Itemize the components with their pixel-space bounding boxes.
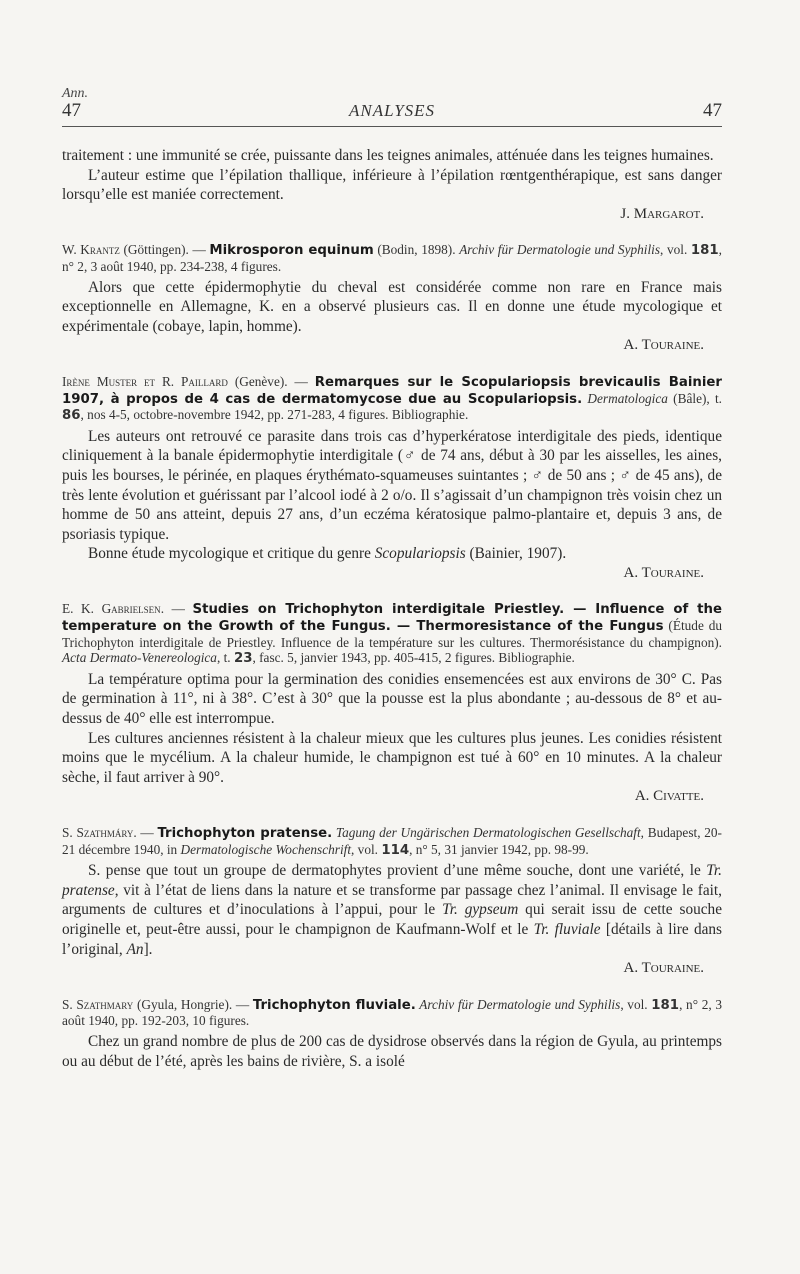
paragraph: Alors que cette épidermophytie du cheval est considérée comme non rare en France mais exceptionnelle en Allemagne, K. en a observé plusieurs cas. Il en donne une étude mycologique et expérimentale (cobaye, lapin, homme). <box>62 278 722 335</box>
paragraph: Chez un grand nombre de plus de 200 cas de dysidrose observés dans la région de Gyula, au printemps ou au début de l’été, après les bains de rivière, S. a isolé <box>62 1032 722 1070</box>
paragraph: L’auteur estime que l’épilation thallique, inférieure à l’épilation rœntgenthérapique, est sans danger lorsqu’elle est maniée correctement. <box>62 166 722 204</box>
author: S. Szathmary <box>62 996 134 1012</box>
reference-entry: Irène Muster et R. Paillard (Genève). — Remarques sur le Scopulariopsis brevicaulis Bainier 1907, à propos de 4 cas de dermatomycose due au Scopulariopsis. Dermatologica (Bâle), t. 86, nos 4-5, octobre-novembre 1942, pp. 271-283, 4 figures. Bibliographie. <box>62 373 722 424</box>
author: E. K. Gabrielsen <box>62 601 161 617</box>
journal-name: Acta Dermato-Venereologica <box>62 650 217 666</box>
page-number-right: 47 <box>703 100 722 121</box>
reference-entry: E. K. Gabrielsen. — Studies on Trichophyton interdigitale Priestley. — Influence of the temperature on the Growth of the Fungus. — Thermoresistance of the Fungus (Étude du Trichophyton interdigitale de Priestley. Influence de la température sur les cultures. Thermorésistance du champignon). Acta Dermato-Venereologica, t. 23, fasc. 5, janvier 1943, pp. 405-415, 2 figures. Bibliographie. <box>62 601 722 667</box>
page-number-left: 47 <box>62 100 81 121</box>
journal-name: Dermatologica <box>582 390 668 406</box>
handwritten-annotation: Ann. <box>62 86 89 101</box>
page-body <box>62 146 722 1071</box>
paragraph: Les cultures anciennes résistent à la chaleur mieux que les cultures plus jeunes. Les conidies résistent moins que le mycélium. A la chaleur humide, le champignon est tué à 60° en 10 minutes. A la chaleur sèche, il faut arriver à 90°. <box>62 729 722 786</box>
signature: J. Margarot. <box>620 205 704 222</box>
article-title: Trichophyton fluviale. <box>252 997 416 1013</box>
reference-entry: S. Szathmáry. — Trichophyton pratense. Tagung der Ungärischen Dermatologischen Gesellschaft, Budapest, 20-21 décembre 1940, in Dermatologische Wochenschrift, vol. 114, n° 5, 31 janvier 1942, pp. 98-99. <box>62 825 722 858</box>
signature: A. Touraine. <box>623 564 704 581</box>
paragraph: La température optima pour la germination des conidies ensemencées est aux environs de 30° C. Pas de germination à 11°, ni à 38°. C’est à 30° que la pousse est la plus abondante ; au-dessous de 8° et au-dessus de 40° elle est interrompue. <box>62 670 722 728</box>
journal-name: Archiv für Dermatologie und Syphilis <box>415 996 621 1012</box>
reference-entry: W. Krantz (Göttingen). — Mikrosporon equinum (Bodin, 1898). Archiv für Dermatologie und Syphilis, vol. 181, n° 2, 3 août 1940, pp. 234-238, 4 figures. <box>62 242 722 274</box>
signature: A. Touraine. <box>623 337 704 354</box>
author: S. Szathmáry <box>62 825 134 840</box>
paragraph: S. pense que tout un groupe de dermatophytes provient d’une même souche, dont une variété, le Tr. pratense, vit à l’état de liens dans la nature et se transforme par passage chez l’animal. Il envisage le fait, arguments de cultures et d’inoculations à l’appui, pour le Tr. gypseum qui serait issu de cette souche originelle et, peut-être aussi, pour le champignon de Kaufmann-Wolf et le Tr. fluviale [détails à lire dans l’original, An]. <box>62 862 722 958</box>
article-title: Remarques sur le Scopulariopsis brevicaulis Bainier 1907, à propos de 4 cas de dermatomycose due au Scopulariopsis. <box>62 374 722 407</box>
running-title: ANALYSES <box>348 101 436 120</box>
paragraph: Les auteurs ont retrouvé ce parasite dans trois cas d’hyperkératose interdigitale des pieds, identique cliniquement à la banale épidermophytie interdigitale (♂ de 74 ans, début à 30 par les aisselles, les aines, puis les bourses, le périnée, en plaques érythémato-squameuses suintantes ; ♂ de 50 ans ; ♂ de 45 ans), de très lente évolution et guérissant par l’alcool iodé à 2 o/o. Il s’agissait d’un champignon très voisin chez un homme de 50 ans atteint, depuis 27 ans, d’un eczéma kératosique palmo-plantaire et, depuis 3 ans, de psoriasis typique. <box>62 427 722 543</box>
paragraph: traitement : une immunité se crée, puissante dans les teignes animales, atténuée dans les teignes humaines. <box>62 147 714 164</box>
signature: A. Touraine. <box>623 960 704 977</box>
page-header <box>62 100 722 127</box>
author: Irène Muster et R. Paillard <box>62 373 228 389</box>
reference-entry: S. Szathmary (Gyula, Hongrie). — Trichophyton fluviale. Archiv für Dermatologie und Syphilis, vol. 181, n° 2, 3 août 1940, pp. 192-203, 10 figures. <box>62 996 722 1029</box>
journal-name: Archiv für Dermatologie und Syphilis <box>459 242 661 258</box>
paragraph: Bonne étude mycologique et critique du genre Scopulariopsis (Bainier, 1907). <box>88 545 567 563</box>
signature: A. Civatte. <box>634 788 704 805</box>
author: W. Krantz <box>62 242 120 258</box>
journal-name: Dermatologische Wochenschrift <box>180 841 352 857</box>
article-title: Mikrosporon equinum <box>209 243 374 259</box>
article-title: Trichophyton pratense. <box>157 826 333 841</box>
article-title: Studies on Trichophyton interdigitale Priestley. — Influence of the temperature on the Growth of the Fungus. — Thermoresistance of the Fungus <box>62 602 722 635</box>
journal-name: Tagung der Ungärischen Dermatologischen Gesellschaft <box>332 825 641 840</box>
